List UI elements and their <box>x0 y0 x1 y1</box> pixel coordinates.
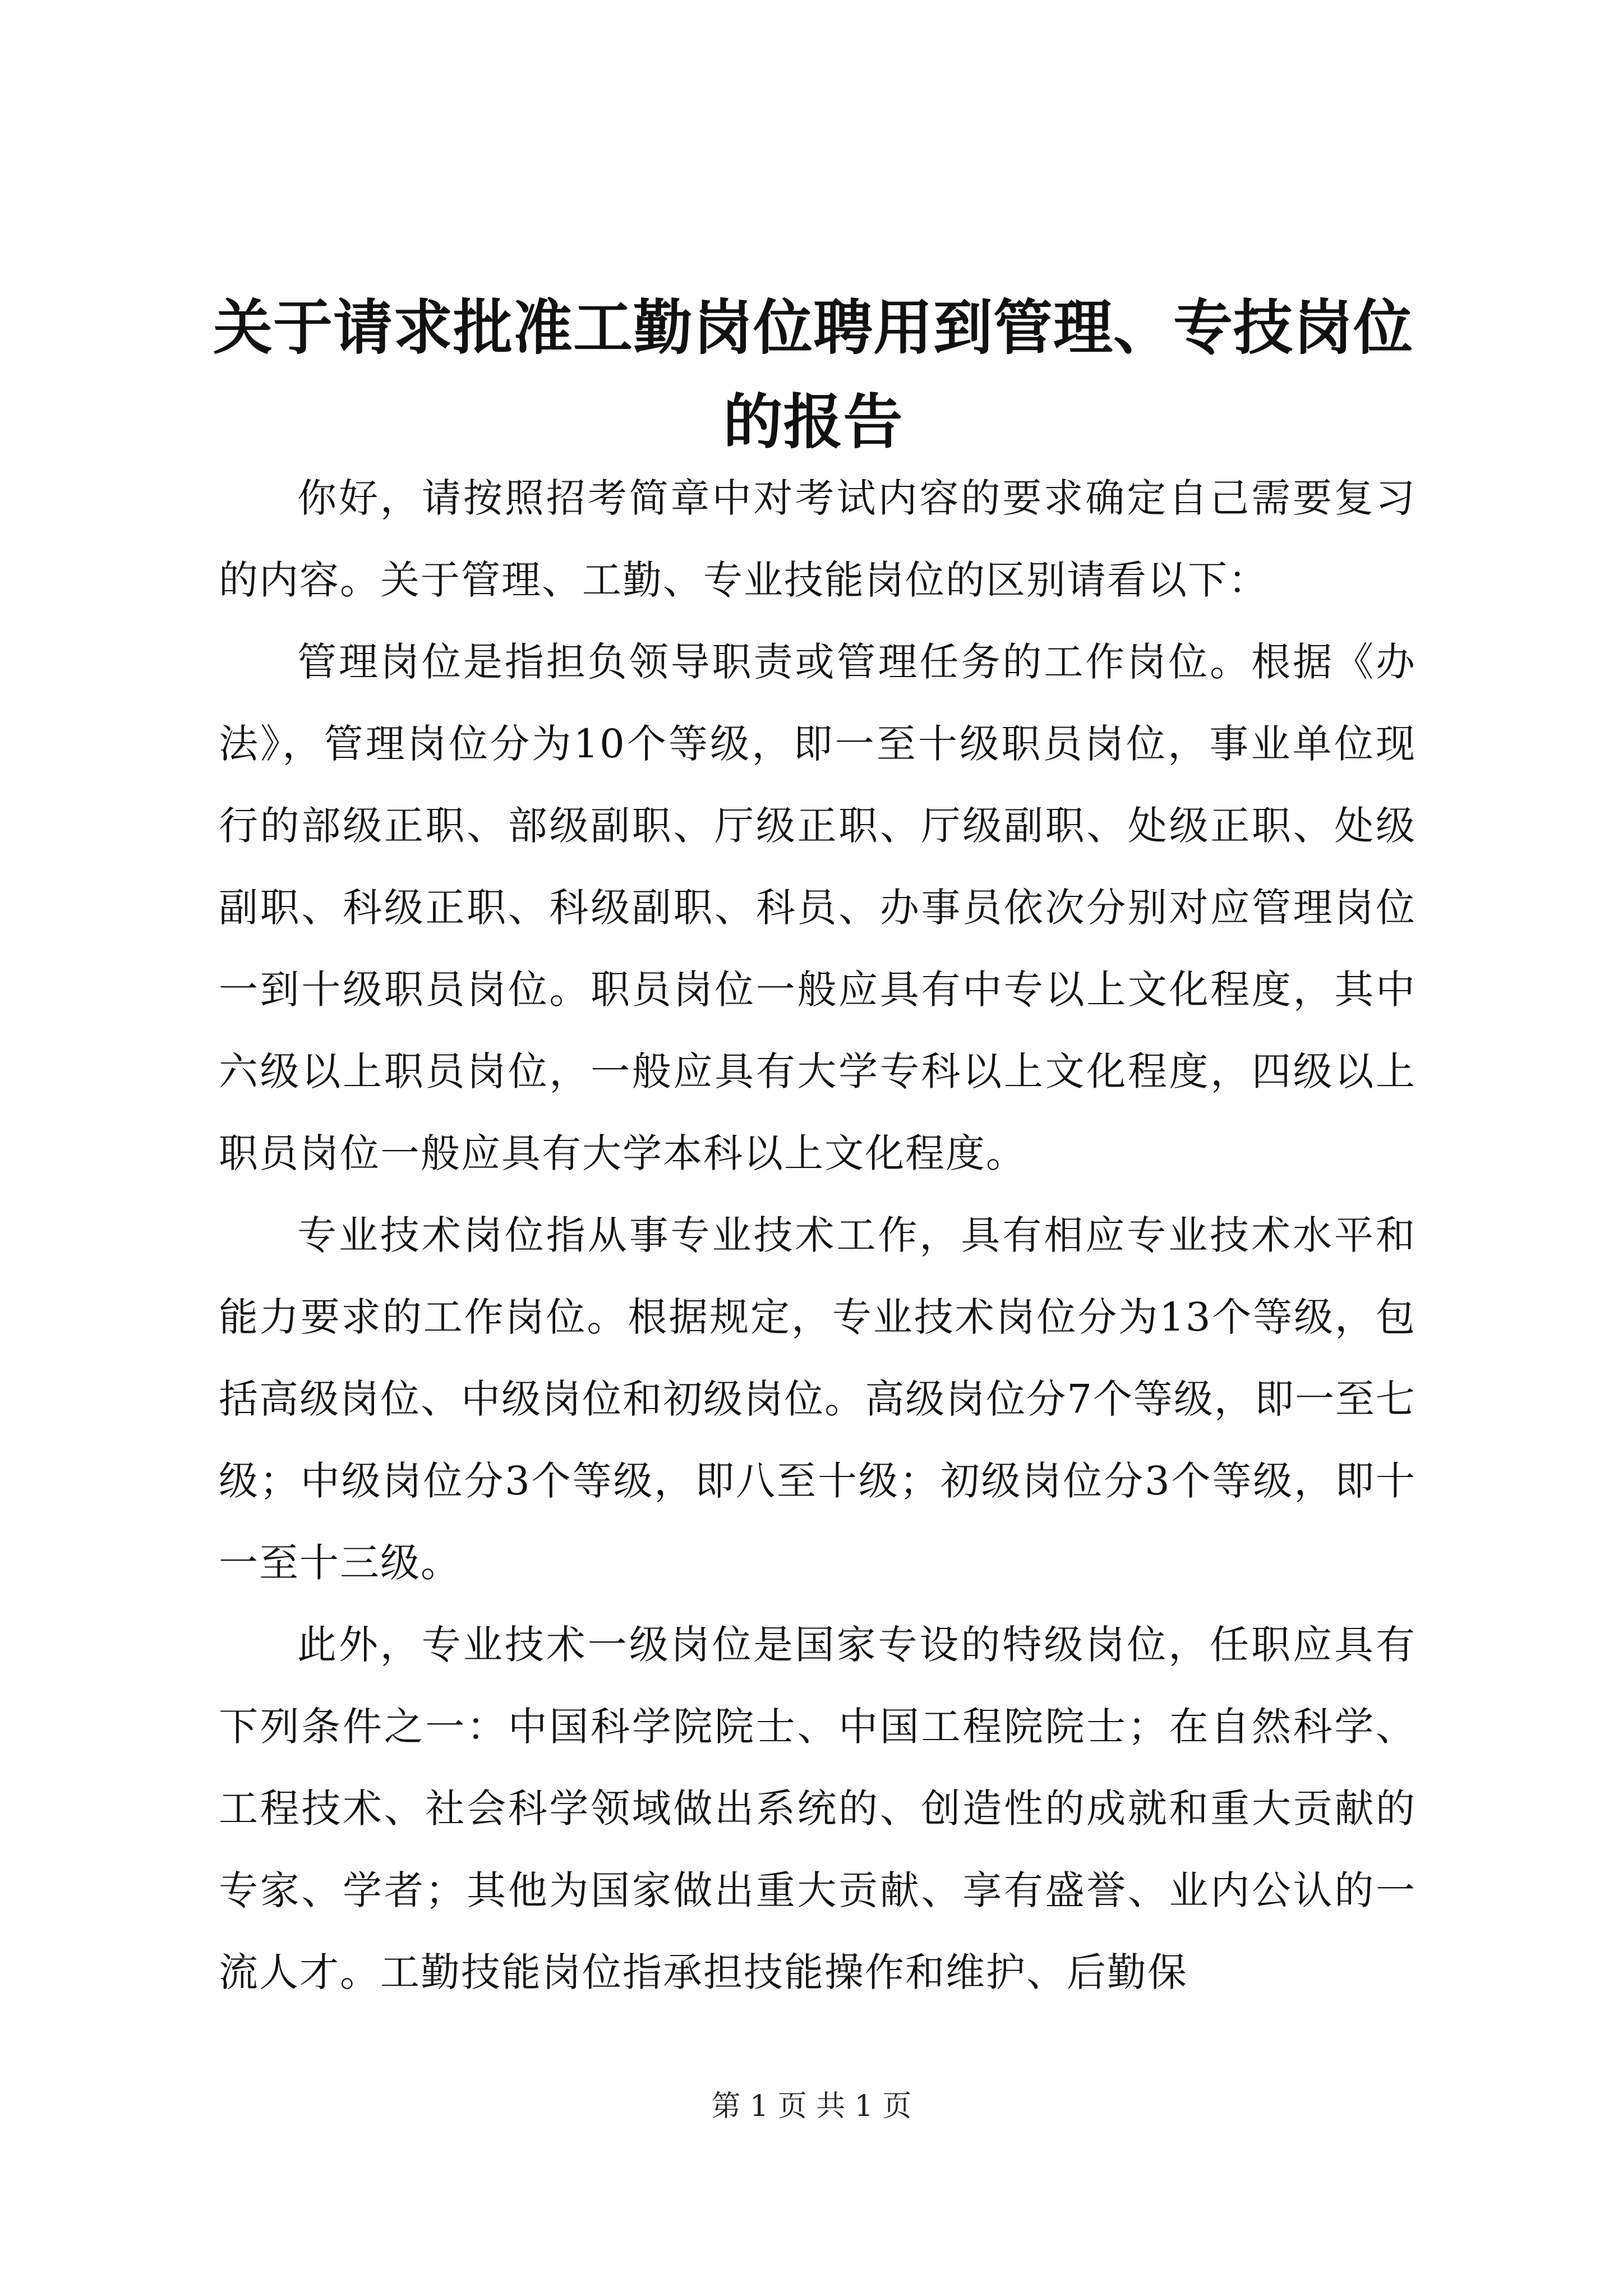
page-number-footer: 第 1 页 共 1 页 <box>711 2090 912 2123</box>
document-title: 关于请求批准工勤岗位聘用到管理、专技岗位的报告 <box>213 292 1413 457</box>
document-body <box>219 457 1416 2013</box>
paragraph-special-posts: 此外，专业技术一级岗位是国家专设的特级岗位，任职应具有下列条件之一：中国科学院院士、中国工程院院士；在自然科学、工程技术、社会科学领域做出系统的、创造性的成就和重大贡献的专家、学者；其他为国家做出重大贡献、享有盛誉、业内公认的一流人才。工勤技能岗位指承担技能操作和维护、后勤保 <box>219 1622 1416 1995</box>
paragraph-technical-posts: 专业技术岗位指从事专业技术工作，具有相应专业技术水平和能力要求的工作岗位。根据规定，专业技术岗位分为13个等级，包括高级岗位、中级岗位和初级岗位。高级岗位分7个等级，即一至七级；中级岗位分3个等级，即八至十级；初级岗位分3个等级，即十一至十三级。 <box>219 1212 1416 1586</box>
paragraph-management-posts: 管理岗位是指担负领导职责或管理任务的工作岗位。根据《办法》，管理岗位分为10个等级，即一至十级职员岗位，事业单位现行的部级正职、部级副职、厅级正职、厅级副职、处级正职、处级副职、科级正职、科级副职、科员、办事员依次分别对应管理岗位一到十级职员岗位。职员岗位一般应具有中专以上文化程度，其中六级以上职员岗位，一般应具有大学专科以上文化程度，四级以上职员岗位一般应具有大学本科以上文化程度。 <box>219 639 1416 1176</box>
paragraph-intro: 你好，请按照招考简章中对考试内容的要求确定自己需要复习的内容。关于管理、工勤、专业技能岗位的区别请看以下： <box>219 475 1416 603</box>
